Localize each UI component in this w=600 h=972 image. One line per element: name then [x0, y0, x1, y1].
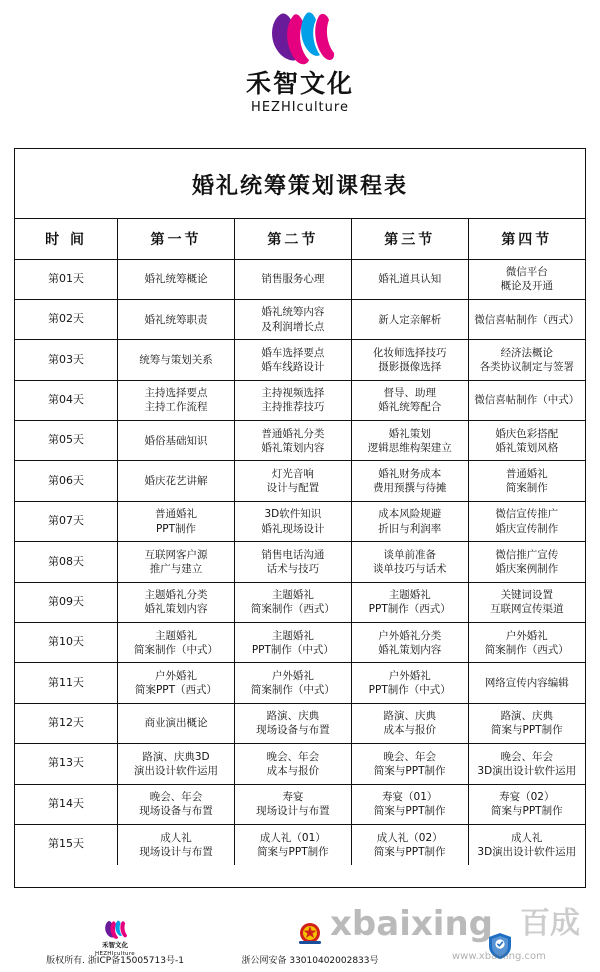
cell-line: 谈单前准备	[383, 548, 436, 561]
cell-day: 第15天	[15, 824, 118, 864]
cell-line: 成本与报价	[383, 724, 436, 737]
document-footer	[0, 892, 600, 972]
watermark-url-text: www.xbaixing.com	[452, 951, 546, 962]
cell-period-4	[468, 501, 585, 541]
cell-line: 普通婚礼	[155, 508, 198, 521]
cell-line: 简案制作（中式）	[134, 643, 219, 656]
cell-period-1	[118, 421, 235, 461]
cell-line: 现场设备与布置	[139, 805, 213, 818]
cell-line: 路演、庆典	[500, 710, 554, 723]
cell-line: 简案与PPT制作	[373, 764, 446, 777]
cell-line: 主持推荐技巧	[261, 401, 325, 414]
cell-line: 简案与PPT制作	[373, 845, 446, 858]
cell-period-3	[351, 703, 468, 743]
cell-period-3	[351, 542, 468, 582]
brand-name-cn: 禾智文化	[245, 69, 354, 98]
cell-period-2	[234, 663, 351, 703]
cell-period-3	[351, 421, 468, 461]
cell-line: 摄影摄像选择	[378, 360, 442, 373]
table-row	[15, 582, 585, 622]
cell-line: 互联网宣传渠道	[490, 603, 564, 616]
cell-line: 婚庆色彩搭配	[495, 427, 559, 440]
cell-line: 婚礼统筹职责	[144, 313, 208, 326]
cell-line: 婚庆案例制作	[495, 562, 559, 575]
column-header-period-4: 第四节	[468, 219, 585, 259]
cell-period-1	[118, 340, 235, 380]
cell-period-4	[468, 824, 585, 864]
cell-line: 户外婚礼分类	[378, 629, 442, 642]
cell-line: 主持工作流程	[144, 401, 208, 414]
cell-line: 设计与配置	[266, 482, 320, 495]
cell-period-3	[351, 663, 468, 703]
cell-line: 婚礼策划内容	[378, 643, 442, 656]
column-header-period-1: 第一节	[118, 219, 235, 259]
cell-day: 第02天	[15, 299, 118, 339]
cell-period-4	[468, 259, 585, 299]
copyright-text: 版权所有. 浙ICP备15005713号-1	[46, 956, 184, 967]
cell-line: 婚礼策划风格	[495, 441, 559, 454]
cell-line: 晚会、年会	[266, 750, 320, 763]
cell-period-2	[234, 299, 351, 339]
cell-period-4	[468, 663, 585, 703]
column-header-period-2: 第二节	[234, 219, 351, 259]
cell-line: 婚礼财务成本	[378, 467, 442, 480]
cell-period-1	[118, 824, 235, 864]
cell-line: 户外婚礼	[155, 669, 198, 682]
cell-period-1	[118, 501, 235, 541]
cell-line: 成本风险规避	[378, 508, 442, 521]
cell-line: 成人礼	[511, 831, 543, 844]
cell-line: 简案与PPT制作	[491, 724, 563, 737]
footer-police-block[interactable]	[215, 919, 405, 968]
cell-line: 主题婚礼	[155, 629, 198, 642]
cell-period-3	[351, 259, 468, 299]
cell-period-1	[118, 461, 235, 501]
cell-line: 各类协议制定与签署	[479, 360, 575, 373]
cell-line: 婚车选择要点	[261, 346, 325, 359]
cell-period-4	[468, 421, 585, 461]
course-schedule-table	[15, 219, 585, 865]
cell-line: 晚会、年会	[500, 750, 554, 763]
cell-line: 婚礼道具认知	[378, 273, 442, 286]
cell-line: 路演、庆典	[266, 710, 320, 723]
table-row	[15, 542, 585, 582]
cell-period-3	[351, 501, 468, 541]
cell-period-2	[234, 421, 351, 461]
cell-period-1	[118, 744, 235, 784]
cell-day: 第13天	[15, 744, 118, 784]
cell-period-1	[118, 703, 235, 743]
cell-line: 互联网客户源	[144, 548, 208, 561]
table-row	[15, 623, 585, 663]
cell-line: 婚礼统筹内容	[261, 306, 325, 319]
cell-line: 成人礼	[160, 831, 192, 844]
cell-period-3	[351, 744, 468, 784]
cell-period-3	[351, 299, 468, 339]
cell-period-2	[234, 461, 351, 501]
table-row	[15, 380, 585, 420]
cell-line: 主题婚礼	[271, 589, 314, 602]
cell-day: 第11天	[15, 663, 118, 703]
cell-line: 演出设计软件运用	[134, 764, 219, 777]
cell-day: 第08天	[15, 542, 118, 582]
cell-period-1	[118, 542, 235, 582]
cell-period-2	[234, 501, 351, 541]
cell-line: 简案制作（西式）	[484, 643, 569, 656]
cell-line: 商业演出概论	[144, 717, 208, 730]
cell-line: 寿宴	[282, 791, 304, 804]
cell-line: 3D软件知识	[264, 508, 322, 521]
cell-line: 婚礼统筹配合	[378, 401, 442, 414]
cell-period-2	[234, 784, 351, 824]
cell-period-4	[468, 623, 585, 663]
table-row	[15, 824, 585, 864]
cell-line: 成人礼（02）	[376, 831, 443, 844]
cell-line: 统筹与策划关系	[139, 353, 213, 366]
cell-period-2	[234, 703, 351, 743]
cell-line: 寿宴（02）	[499, 791, 555, 804]
cell-line: 简案与PPT制作	[373, 805, 446, 818]
table-row	[15, 744, 585, 784]
cell-line: 微信喜帖制作（西式）	[474, 313, 580, 326]
table-header-row	[15, 219, 585, 259]
cell-day: 第09天	[15, 582, 118, 622]
cell-day: 第12天	[15, 703, 118, 743]
cell-line: 简案与PPT制作	[257, 845, 329, 858]
cell-period-4	[468, 703, 585, 743]
cell-period-2	[234, 340, 351, 380]
police-badge-icon	[215, 919, 405, 953]
cell-period-3	[351, 380, 468, 420]
cell-line: 灯光音响	[271, 467, 314, 480]
cell-line: 3D演出设计软件运用	[477, 764, 577, 777]
cell-line: 关键词设置	[500, 589, 554, 602]
column-header-period-3: 第三节	[351, 219, 468, 259]
cell-period-3	[351, 824, 468, 864]
cell-line: 路演、庆典3D	[142, 750, 210, 763]
swirl-logo-icon	[263, 10, 337, 68]
cell-line: 寿宴（01）	[382, 791, 438, 804]
cell-line: 婚礼统筹概论	[144, 273, 208, 286]
cell-line: PPT制作（中式）	[251, 643, 334, 656]
table-row	[15, 299, 585, 339]
police-record-text: 浙公网安备 33010402002833号	[241, 956, 379, 967]
cell-line: 推广与建立	[149, 562, 203, 575]
cell-line: 微信平台	[505, 266, 548, 279]
cell-period-1	[118, 582, 235, 622]
cell-line: 督导、助理	[383, 387, 436, 400]
cell-line: 微信推广宣传	[495, 548, 559, 561]
cell-day: 第07天	[15, 501, 118, 541]
cell-line: 主持选择要点	[144, 387, 208, 400]
cell-day: 第05天	[15, 421, 118, 461]
cell-period-3	[351, 582, 468, 622]
cell-line: 谈单技巧与话术	[372, 562, 447, 575]
brand-header	[0, 0, 600, 115]
cell-period-3	[351, 784, 468, 824]
cell-line: PPT制作	[155, 522, 197, 535]
cell-line: 婚俗基础知识	[144, 434, 208, 447]
table-row	[15, 340, 585, 380]
cell-line: 主持视频选择	[261, 387, 325, 400]
swirl-logo-icon	[20, 919, 210, 957]
cell-line: 新人定亲解析	[378, 313, 442, 326]
cell-line: 主题婚礼	[271, 629, 314, 642]
cell-day: 第03天	[15, 340, 118, 380]
cell-line: 婚庆花艺讲解	[144, 475, 208, 488]
cell-line: 普通婚礼	[505, 467, 548, 480]
cell-line: 户外婚礼	[388, 669, 431, 682]
cell-day: 第01天	[15, 259, 118, 299]
cell-period-1	[118, 380, 235, 420]
cell-line: 折旧与利润率	[378, 522, 442, 535]
cell-line: 化妆师选择技巧	[372, 346, 447, 359]
cell-line: 简案制作（中式）	[250, 684, 335, 697]
column-header-time: 时 间	[15, 219, 118, 259]
footer-copyright-block	[20, 919, 210, 968]
cell-day: 第14天	[15, 784, 118, 824]
cell-line: 概论及开通	[500, 280, 554, 293]
cell-line: 销售服务心理	[261, 273, 325, 286]
cell-day: 第04天	[15, 380, 118, 420]
cell-line: 婚礼策划内容	[144, 603, 208, 616]
cell-line: 话术与技巧	[266, 562, 320, 575]
cell-period-1	[118, 623, 235, 663]
cell-line: 及利润增长点	[261, 320, 325, 333]
cell-line: 费用预撰与待摊	[372, 482, 447, 495]
cell-period-2	[234, 380, 351, 420]
page-title: 婚礼统筹策划课程表	[15, 149, 585, 219]
cell-line: 现场设计与布置	[256, 805, 330, 818]
table-row	[15, 663, 585, 703]
cell-line: 简案制作（西式）	[250, 603, 335, 616]
cell-period-4	[468, 461, 585, 501]
cell-line: 主题婚礼	[388, 589, 431, 602]
footer-certificate-block[interactable]	[410, 931, 590, 968]
watermark-main-text: xbaixing	[330, 904, 493, 944]
footer-logo-cn: 禾智文化	[102, 941, 128, 950]
cell-period-1	[118, 299, 235, 339]
cell-period-4	[468, 380, 585, 420]
cell-period-2	[234, 542, 351, 582]
cell-period-4	[468, 340, 585, 380]
cell-line: PPT制作（西式）	[368, 603, 451, 616]
schedule-card	[14, 148, 586, 888]
footer-logo-en: HEZHIculture	[95, 950, 135, 957]
cell-period-2	[234, 623, 351, 663]
cell-line: 微信宣传推广	[495, 508, 559, 521]
cell-line: 婚礼策划内容	[261, 441, 325, 454]
cell-line: 路演、庆典	[383, 710, 436, 723]
cell-line: 简案制作	[505, 482, 548, 495]
cell-line: 晚会、年会	[149, 791, 203, 804]
cell-line: 销售电话沟通	[261, 548, 325, 561]
cell-day: 第10天	[15, 623, 118, 663]
cell-line: 现场设计与布置	[139, 845, 213, 858]
table-row	[15, 703, 585, 743]
cell-period-3	[351, 461, 468, 501]
cell-period-1	[118, 663, 235, 703]
cell-period-3	[351, 340, 468, 380]
cell-period-4	[468, 582, 585, 622]
cell-period-2	[234, 824, 351, 864]
cell-period-4	[468, 784, 585, 824]
table-row	[15, 784, 585, 824]
cell-line: PPT制作（中式）	[368, 684, 451, 697]
cell-line: 经济法概论	[500, 346, 554, 359]
cell-line: 婚礼策划	[388, 427, 431, 440]
cell-period-1	[118, 784, 235, 824]
cell-line: 简案PPT（西式）	[134, 684, 218, 697]
cell-line: 简案与PPT制作	[491, 805, 563, 818]
cell-line: 婚车线路设计	[261, 360, 325, 373]
watermark-cn-text: 百成	[520, 906, 580, 941]
cell-line: 现场设备与布置	[256, 724, 330, 737]
cell-line: 户外婚礼	[271, 669, 314, 682]
cell-line: 婚礼现场设计	[261, 522, 325, 535]
cell-period-4	[468, 744, 585, 784]
cell-line: 逻辑思维构架建立	[367, 441, 452, 454]
shield-certificate-icon	[410, 931, 590, 965]
cell-line: 主题婚礼分类	[144, 589, 208, 602]
cell-period-4	[468, 542, 585, 582]
cell-period-1	[118, 259, 235, 299]
cell-period-2	[234, 259, 351, 299]
cell-day: 第06天	[15, 461, 118, 501]
cell-line: 3D演出设计软件运用	[477, 845, 577, 858]
cell-line: 普通婚礼分类	[261, 427, 325, 440]
cell-line: 微信喜帖制作（中式）	[474, 394, 580, 407]
table-row	[15, 259, 585, 299]
table-row	[15, 421, 585, 461]
cell-line: 成人礼（01）	[259, 831, 326, 844]
brand-name-en: HEZHIculture	[251, 99, 349, 115]
cell-period-3	[351, 623, 468, 663]
cell-period-4	[468, 299, 585, 339]
table-row	[15, 501, 585, 541]
cell-line: 婚庆宣传制作	[495, 522, 559, 535]
cell-period-2	[234, 582, 351, 622]
cell-line: 成本与报价	[266, 764, 320, 777]
cell-line: 晚会、年会	[383, 750, 436, 763]
table-row	[15, 461, 585, 501]
cell-period-2	[234, 744, 351, 784]
cell-line: 户外婚礼	[505, 629, 548, 642]
cell-line: 网络宣传内容编辑	[484, 677, 569, 690]
